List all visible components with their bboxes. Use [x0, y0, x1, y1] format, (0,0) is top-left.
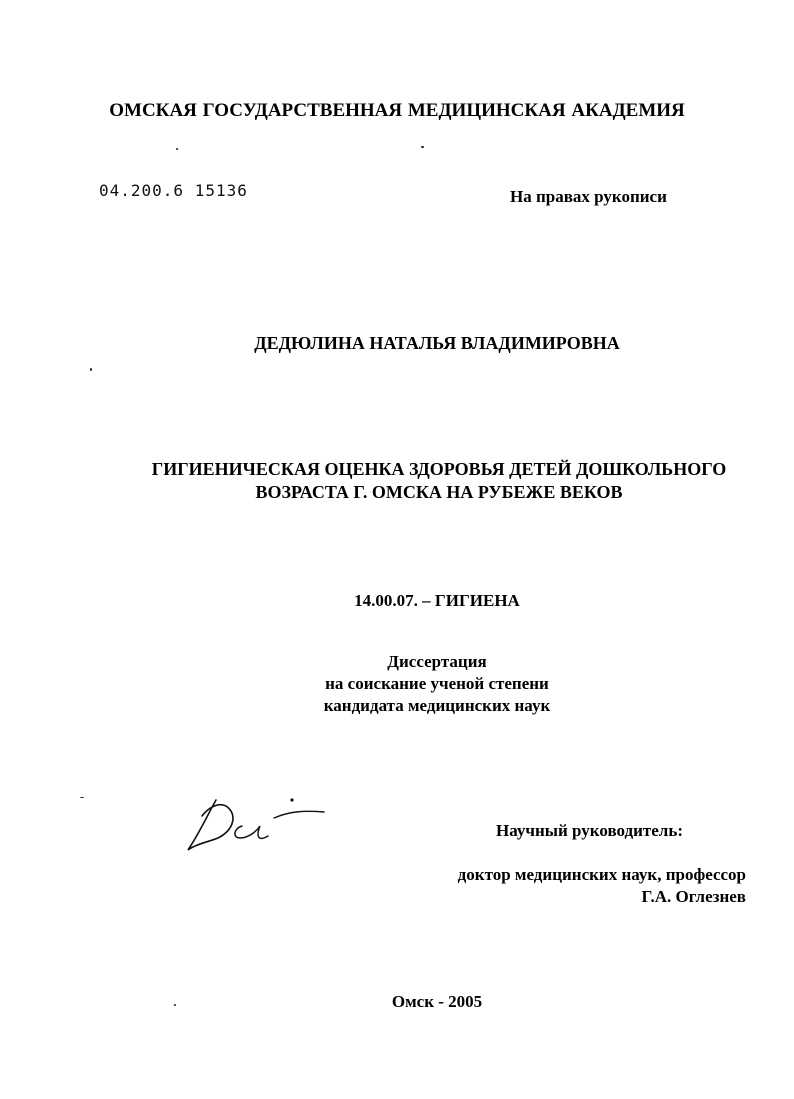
dissertation-title-line-1: ГИГИЕНИЧЕСКАЯ ОЦЕНКА ЗДОРОВЬЯ ДЕТЕЙ ДОШКОЛЬНОГО	[151, 459, 727, 479]
scan-speck	[90, 368, 92, 371]
author-name: ДЕДЮЛИНА НАТАЛЬЯ ВЛАДИМИРОВНА	[254, 333, 620, 353]
supervisor-name: Г.А. Оглезнев	[641, 887, 746, 906]
institution-heading: ОМСКАЯ ГОСУДАРСТВЕННАЯ МЕДИЦИНСКАЯ АКАДЕМИЯ	[109, 100, 685, 121]
degree-line-1: Диссертация	[387, 652, 487, 671]
place-and-year: Омск - 2005	[391, 992, 483, 1011]
dissertation-title-line-2: ВОЗРАСТА Г. ОМСКА НА РУБЕЖЕ ВЕКОВ	[255, 482, 623, 502]
degree-line-3: кандидата медицинских наук	[323, 696, 551, 715]
scan-speck	[421, 146, 424, 148]
scan-speck	[80, 797, 84, 798]
supervisor-credentials: доктор медицинских наук, профессор	[457, 865, 746, 884]
manuscript-note: На правах рукописи	[510, 187, 667, 206]
scan-speck	[176, 148, 178, 150]
supervisor-heading: Научный руководитель:	[496, 821, 683, 840]
degree-line-2: на соискание ученой степени	[325, 674, 549, 693]
registration-stamp: 04.200.6 15136	[99, 181, 248, 200]
author-signature	[178, 792, 328, 860]
scan-speck	[174, 1004, 176, 1006]
specialty-code: 14.00.07. – ГИГИЕНА	[354, 591, 520, 610]
